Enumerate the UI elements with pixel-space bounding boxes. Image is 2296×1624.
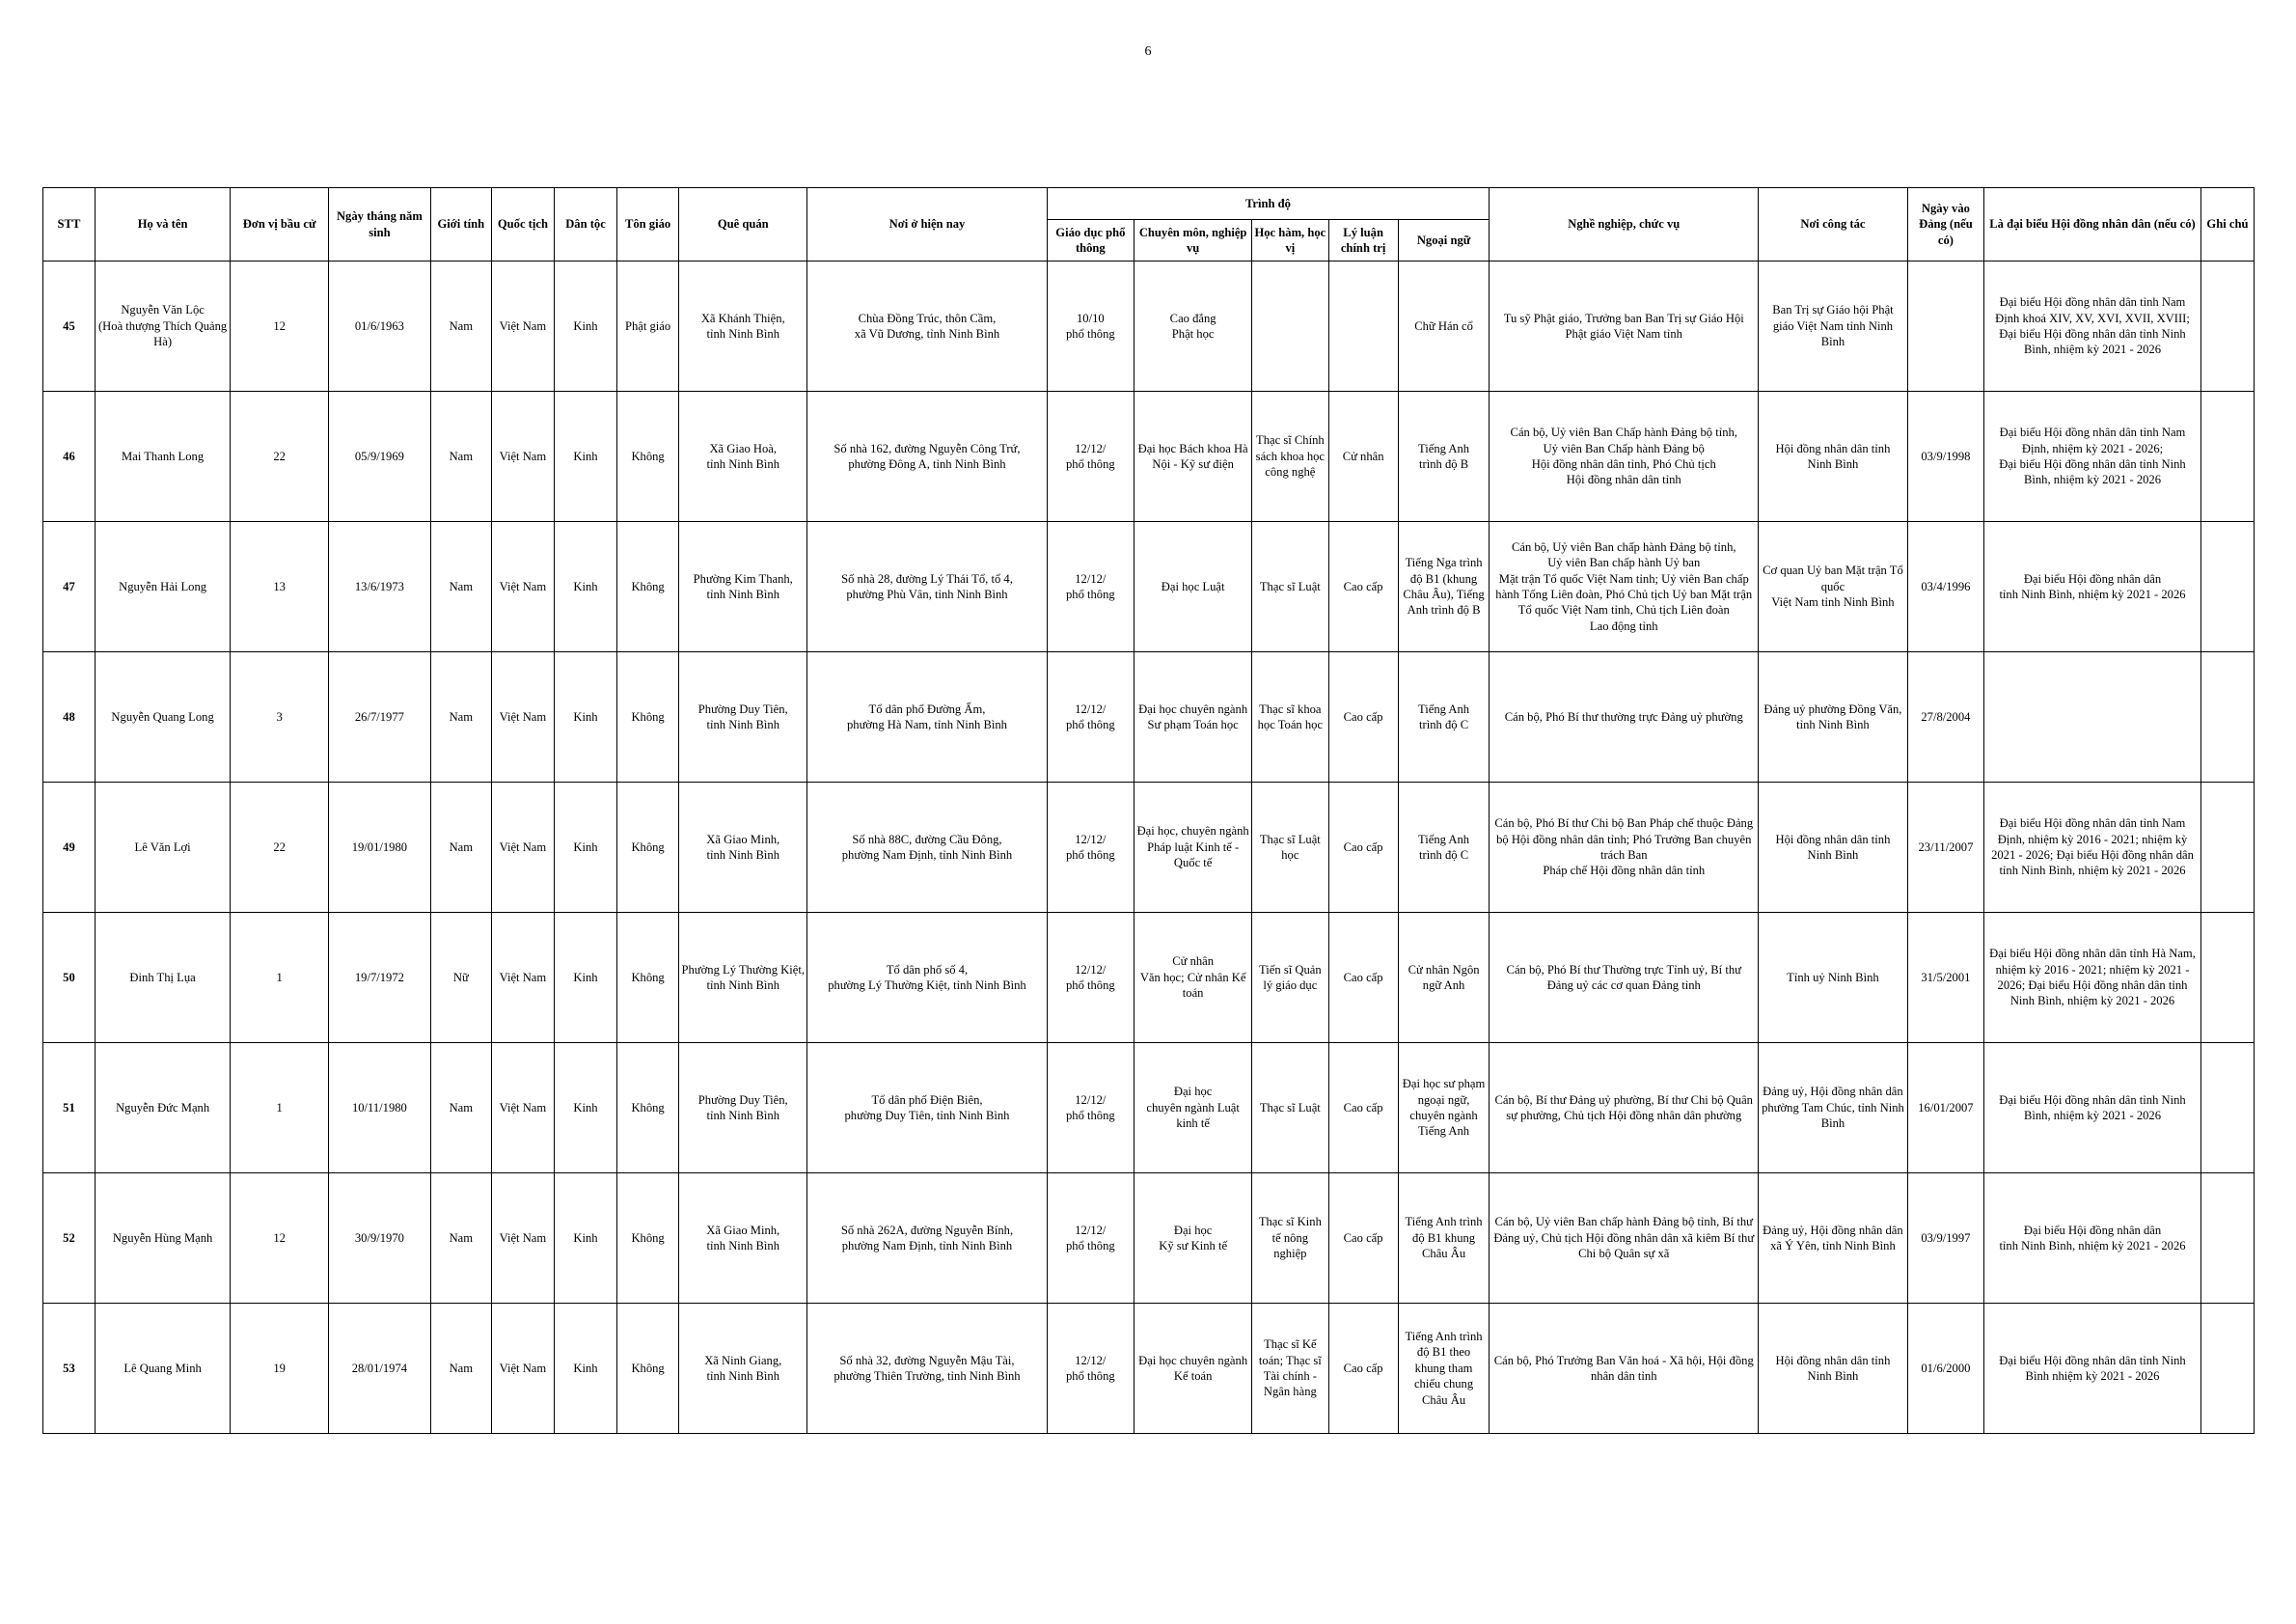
cell-religion: Không — [617, 392, 679, 522]
cell-degree: Thạc sĩ Luật — [1252, 522, 1328, 652]
table-header — [43, 188, 2255, 261]
cell-nationality: Việt Nam — [491, 522, 554, 652]
cell-ethnicity: Kinh — [554, 1304, 616, 1434]
cell-residence: Tổ dân phố Điện Biên, phường Duy Tiên, tỉnh Ninh Bình — [807, 1043, 1047, 1173]
cell-residence: Số nhà 162, đường Nguyễn Công Trứ, phường Đông A, tỉnh Ninh Bình — [807, 392, 1047, 522]
cell-stt: 45 — [43, 261, 96, 392]
cell-degree: Tiến sĩ Quản lý giáo dục — [1252, 913, 1328, 1043]
cell-general-edu: 12/12/ phổ thông — [1047, 1043, 1134, 1173]
cell-degree — [1252, 261, 1328, 392]
cell-general-edu: 10/10 phổ thông — [1047, 261, 1134, 392]
cell-name: Nguyễn Hải Long — [95, 522, 230, 652]
cell-name: Lê Văn Lợi — [95, 783, 230, 913]
cell-delegate: Đại biểu Hội đồng nhân dân tỉnh Ninh Bình, nhiệm kỳ 2021 - 2026 — [1984, 522, 2201, 652]
cell-party-date: 03/4/1996 — [1907, 522, 1983, 652]
cell-religion: Không — [617, 913, 679, 1043]
cell-party-date: 16/01/2007 — [1907, 1043, 1983, 1173]
cell-occupation: Cán bộ, Phó Bí thư Thường trực Tỉnh uỷ, Bí thư Đảng uỷ các cơ quan Đảng tỉnh — [1490, 913, 1759, 1043]
cell-ethnicity: Kinh — [554, 522, 616, 652]
cell-hometown: Xã Giao Minh, tỉnh Ninh Bình — [679, 783, 807, 913]
header-occupation: Nghề nghiệp, chức vụ — [1490, 188, 1759, 261]
cell-gender: Nam — [430, 1173, 491, 1304]
cell-residence: Số nhà 32, đường Nguyễn Mậu Tài, phường Thiên Trường, tỉnh Ninh Bình — [807, 1304, 1047, 1434]
cell-delegate: Đại biểu Hội đồng nhân dân tỉnh Hà Nam, nhiệm kỳ 2016 - 2021; nhiệm kỳ 2021 - 2026; Đại biểu Hội đồng nhân dân tỉnh Ninh Bình, nhiệm kỳ 2021 - 2026 — [1984, 913, 2201, 1043]
cell-workplace: Đảng uỷ, Hội đồng nhân dân phường Tam Chúc, tỉnh Ninh Bình — [1759, 1043, 1908, 1173]
cell-political: Cao cấp — [1328, 1043, 1398, 1173]
cell-religion: Không — [617, 783, 679, 913]
cell-political: Cao cấp — [1328, 913, 1398, 1043]
table-row — [43, 783, 2255, 913]
cell-name: Mai Thanh Long — [95, 392, 230, 522]
cell-hometown: Xã Giao Minh, tỉnh Ninh Bình — [679, 1173, 807, 1304]
cell-professional: Đại học Luật — [1134, 522, 1252, 652]
header-party-date: Ngày vào Đảng (nếu có) — [1907, 188, 1983, 261]
header-note: Ghi chú — [2200, 188, 2254, 261]
cell-dob: 01/6/1963 — [329, 261, 431, 392]
header-language: Ngoại ngữ — [1398, 220, 1490, 261]
page-number: 6 — [1144, 44, 1152, 59]
cell-dob: 05/9/1969 — [329, 392, 431, 522]
cell-dob: 30/9/1970 — [329, 1173, 431, 1304]
cell-language: Tiếng Anh trình độ B1 khung Châu Âu — [1398, 1173, 1490, 1304]
cell-nationality: Việt Nam — [491, 783, 554, 913]
cell-delegate: Đại biểu Hội đồng nhân dân tỉnh Ninh Bình, nhiệm kỳ 2021 - 2026 — [1984, 1043, 2201, 1173]
cell-name: Nguyễn Quang Long — [95, 652, 230, 783]
cell-degree: Thạc sĩ Luật học — [1252, 783, 1328, 913]
cell-hometown: Phường Kim Thanh, tỉnh Ninh Bình — [679, 522, 807, 652]
header-delegate: Là đại biểu Hội đồng nhân dân (nếu có) — [1984, 188, 2201, 261]
cell-degree: Thạc sĩ Kế toán; Thạc sĩ Tài chính - Ngân hàng — [1252, 1304, 1328, 1434]
cell-note — [2200, 652, 2254, 783]
cell-residence: Tổ dân phố Đường Ấm, phường Hà Nam, tỉnh Ninh Bình — [807, 652, 1047, 783]
cell-degree: Thạc sĩ Kinh tế nông nghiệp — [1252, 1173, 1328, 1304]
cell-language: Cử nhân Ngôn ngữ Anh — [1398, 913, 1490, 1043]
cell-unit: 22 — [231, 783, 329, 913]
cell-hometown: Phường Duy Tiên, tỉnh Ninh Bình — [679, 652, 807, 783]
cell-nationality: Việt Nam — [491, 913, 554, 1043]
cell-party-date: 01/6/2000 — [1907, 1304, 1983, 1434]
cell-unit: 1 — [231, 1043, 329, 1173]
header-political: Lý luận chính trị — [1328, 220, 1398, 261]
cell-stt: 48 — [43, 652, 96, 783]
cell-delegate: Đại biểu Hội đồng nhân dân tỉnh Ninh Bình nhiệm kỳ 2021 - 2026 — [1984, 1304, 2201, 1434]
table-row — [43, 1304, 2255, 1434]
table-row — [43, 392, 2255, 522]
cell-professional: Cao đẳng Phật học — [1134, 261, 1252, 392]
cell-name: Lê Quang Minh — [95, 1304, 230, 1434]
cell-professional: Đại học Kỹ sư Kinh tế — [1134, 1173, 1252, 1304]
cell-residence: Số nhà 88C, đường Cầu Đông, phường Nam Định, tỉnh Ninh Bình — [807, 783, 1047, 913]
header-general-edu: Giáo dục phổ thông — [1047, 220, 1134, 261]
cell-political: Cao cấp — [1328, 652, 1398, 783]
cell-professional: Đại học Bách khoa Hà Nội - Kỹ sư điện — [1134, 392, 1252, 522]
cell-hometown: Xã Ninh Giang, tỉnh Ninh Bình — [679, 1304, 807, 1434]
cell-occupation: Cán bộ, Uỷ viên Ban Chấp hành Đảng bộ tỉnh, Uỷ viên Ban Chấp hành Đảng bộ Hội đồng nhân dân tỉnh, Phó Chủ tịch Hội đồng nhân dân tỉnh — [1490, 392, 1759, 522]
cell-general-edu: 12/12/ phổ thông — [1047, 1173, 1134, 1304]
cell-workplace: Ban Trị sự Giáo hội Phật giáo Việt Nam tỉnh Ninh Bình — [1759, 261, 1908, 392]
header-residence: Nơi ở hiện nay — [807, 188, 1047, 261]
cell-gender: Nam — [430, 783, 491, 913]
cell-stt: 46 — [43, 392, 96, 522]
cell-language: Tiếng Anh trình độ C — [1398, 783, 1490, 913]
cell-stt: 49 — [43, 783, 96, 913]
cell-note — [2200, 1173, 2254, 1304]
cell-ethnicity: Kinh — [554, 652, 616, 783]
cell-occupation: Cán bộ, Phó Trưởng Ban Văn hoá - Xã hội, Hội đồng nhân dân tỉnh — [1490, 1304, 1759, 1434]
header-workplace: Nơi công tác — [1759, 188, 1908, 261]
table-row — [43, 1043, 2255, 1173]
cell-unit: 22 — [231, 392, 329, 522]
cell-party-date: 27/8/2004 — [1907, 652, 1983, 783]
cell-note — [2200, 1043, 2254, 1173]
cell-language: Tiếng Anh trình độ B1 theo khung tham chiếu chung Châu Âu — [1398, 1304, 1490, 1434]
cell-dob: 13/6/1973 — [329, 522, 431, 652]
cell-note — [2200, 522, 2254, 652]
table-row — [43, 652, 2255, 783]
cell-political — [1328, 261, 1398, 392]
cell-ethnicity: Kinh — [554, 261, 616, 392]
header-unit: Đơn vị bầu cử — [231, 188, 329, 261]
cell-stt: 51 — [43, 1043, 96, 1173]
cell-ethnicity: Kinh — [554, 913, 616, 1043]
cell-delegate: Đại biểu Hội đồng nhân dân tỉnh Nam Định, nhiệm kỳ 2016 - 2021; nhiệm kỳ 2021 - 2026; Đại biểu Hội đồng nhân dân tỉnh Ninh Bình, nhiệm kỳ 2021 - 2026 — [1984, 783, 2201, 913]
cell-professional: Cử nhân Văn học; Cử nhân Kế toán — [1134, 913, 1252, 1043]
cell-nationality: Việt Nam — [491, 392, 554, 522]
cell-dob: 28/01/1974 — [329, 1304, 431, 1434]
cell-dob: 10/11/1980 — [329, 1043, 431, 1173]
cell-political: Cao cấp — [1328, 1173, 1398, 1304]
cell-gender: Nam — [430, 1304, 491, 1434]
cell-religion: Không — [617, 1173, 679, 1304]
cell-note — [2200, 261, 2254, 392]
cell-occupation: Cán bộ, Uỷ viên Ban chấp hành Đảng bộ tỉnh, Bí thư Đảng uỷ, Chủ tịch Hội đồng nhân dân xã kiêm Bí thư Chi bộ Quân sự xã — [1490, 1173, 1759, 1304]
cell-workplace: Cơ quan Uỷ ban Mặt trận Tổ quốc Việt Nam tỉnh Ninh Bình — [1759, 522, 1908, 652]
cell-dob: 26/7/1977 — [329, 652, 431, 783]
cell-workplace: Hội đồng nhân dân tỉnh Ninh Bình — [1759, 1304, 1908, 1434]
cell-unit: 12 — [231, 1173, 329, 1304]
cell-hometown: Xã Khánh Thiện, tỉnh Ninh Bình — [679, 261, 807, 392]
cell-degree: Thạc sĩ Luật — [1252, 1043, 1328, 1173]
cell-occupation: Cán bộ, Phó Bí thư Chi bộ Ban Pháp chế thuộc Đảng bộ Hội đồng nhân dân tỉnh; Phó Trưởng Ban chuyên trách Ban Pháp chế Hội đồng nhân dân tỉnh — [1490, 783, 1759, 913]
cell-name: Nguyễn Văn Lộc (Hoà thượng Thích Quảng Hà) — [95, 261, 230, 392]
cell-professional: Đại học chuyên ngành Sư phạm Toán học — [1134, 652, 1252, 783]
cell-hometown: Phường Duy Tiên, tỉnh Ninh Bình — [679, 1043, 807, 1173]
header-religion: Tôn giáo — [617, 188, 679, 261]
header-education-group: Trình độ — [1047, 188, 1490, 220]
cell-delegate: Đại biểu Hội đồng nhân dân tỉnh Ninh Bình, nhiệm kỳ 2021 - 2026 — [1984, 1173, 2201, 1304]
cell-dob: 19/01/1980 — [329, 783, 431, 913]
cell-religion: Không — [617, 1304, 679, 1434]
cell-unit: 13 — [231, 522, 329, 652]
cell-degree: Thạc sĩ khoa học Toán học — [1252, 652, 1328, 783]
cell-hometown: Phường Lý Thường Kiệt, tỉnh Ninh Bình — [679, 913, 807, 1043]
cell-religion: Không — [617, 522, 679, 652]
table-row — [43, 522, 2255, 652]
cell-general-edu: 12/12/ phổ thông — [1047, 392, 1134, 522]
cell-party-date: 31/5/2001 — [1907, 913, 1983, 1043]
table-row — [43, 1173, 2255, 1304]
cell-residence: Số nhà 262A, đường Nguyễn Bính, phường Nam Định, tỉnh Ninh Bình — [807, 1173, 1047, 1304]
cell-note — [2200, 392, 2254, 522]
cell-gender: Nam — [430, 392, 491, 522]
cell-name: Đinh Thị Lụa — [95, 913, 230, 1043]
cell-ethnicity: Kinh — [554, 1173, 616, 1304]
cell-occupation: Cán bộ, Uỷ viên Ban chấp hành Đảng bộ tỉnh, Uỷ viên Ban chấp hành Uỷ ban Mặt trận Tổ quốc Việt Nam tỉnh; Uỷ viên Ban chấp hành Tổng Liên đoàn, Phó Chủ tịch Uỷ ban Mặt trận Tổ quốc Việt Nam tỉnh, Chủ tịch Liên đoàn Lao động tỉnh — [1490, 522, 1759, 652]
cell-gender: Nam — [430, 261, 491, 392]
cell-delegate: Đại biểu Hội đồng nhân dân tỉnh Nam Định khoá XIV, XV, XVI, XVII, XVIII; Đại biểu Hội đồng nhân dân tỉnh Ninh Bình, nhiệm kỳ 2021 - 2026 — [1984, 261, 2201, 392]
cell-workplace: Đảng uỷ, Hội đồng nhân dân xã Ý Yên, tỉnh Ninh Bình — [1759, 1173, 1908, 1304]
cell-dob: 19/7/1972 — [329, 913, 431, 1043]
header-ethnicity: Dân tộc — [554, 188, 616, 261]
cell-party-date: 23/11/2007 — [1907, 783, 1983, 913]
cell-delegate: Đại biểu Hội đồng nhân dân tỉnh Nam Định, nhiệm kỳ 2021 - 2026; Đại biểu Hội đồng nhân dân tỉnh Ninh Bình, nhiệm kỳ 2021 - 2026 — [1984, 392, 2201, 522]
cell-political: Cao cấp — [1328, 783, 1398, 913]
cell-gender: Nữ — [430, 913, 491, 1043]
header-hometown: Quê quán — [679, 188, 807, 261]
cell-occupation: Cán bộ, Phó Bí thư thường trực Đảng uỷ phường — [1490, 652, 1759, 783]
cell-name: Nguyễn Đức Mạnh — [95, 1043, 230, 1173]
cell-general-edu: 12/12/ phổ thông — [1047, 652, 1134, 783]
table-body — [43, 261, 2255, 1434]
cell-unit: 12 — [231, 261, 329, 392]
header-name: Họ và tên — [95, 188, 230, 261]
cell-workplace: Tỉnh uỷ Ninh Bình — [1759, 913, 1908, 1043]
cell-language: Tiếng Nga trình độ B1 (khung Châu Âu), Tiếng Anh trình độ B — [1398, 522, 1490, 652]
table-row — [43, 913, 2255, 1043]
cell-nationality: Việt Nam — [491, 1304, 554, 1434]
cell-language: Đại học sư phạm ngoại ngữ, chuyên ngành Tiếng Anh — [1398, 1043, 1490, 1173]
cell-religion: Không — [617, 652, 679, 783]
cell-residence: Chùa Đồng Trúc, thôn Cầm, xã Vũ Dương, tỉnh Ninh Bình — [807, 261, 1047, 392]
cell-residence: Số nhà 28, đường Lý Thái Tổ, tổ 4, phường Phù Vân, tỉnh Ninh Bình — [807, 522, 1047, 652]
cell-note — [2200, 913, 2254, 1043]
cell-unit: 3 — [231, 652, 329, 783]
header-stt: STT — [43, 188, 96, 261]
cell-unit: 1 — [231, 913, 329, 1043]
cell-political: Cao cấp — [1328, 1304, 1398, 1434]
cell-workplace: Đảng uỷ phường Đồng Văn, tỉnh Ninh Bình — [1759, 652, 1908, 783]
cell-ethnicity: Kinh — [554, 783, 616, 913]
cell-religion: Không — [617, 1043, 679, 1173]
cell-general-edu: 12/12/ phổ thông — [1047, 913, 1134, 1043]
cell-professional: Đại học chuyên ngành Luật kinh tế — [1134, 1043, 1252, 1173]
cell-nationality: Việt Nam — [491, 1043, 554, 1173]
cell-general-edu: 12/12/ phổ thông — [1047, 783, 1134, 913]
cell-religion: Phật giáo — [617, 261, 679, 392]
cell-hometown: Xã Giao Hoà, tỉnh Ninh Bình — [679, 392, 807, 522]
cell-nationality: Việt Nam — [491, 652, 554, 783]
cell-nationality: Việt Nam — [491, 261, 554, 392]
cell-ethnicity: Kinh — [554, 1043, 616, 1173]
cell-language: Chữ Hán cổ — [1398, 261, 1490, 392]
cell-degree: Thạc sĩ Chính sách khoa học công nghệ — [1252, 392, 1328, 522]
cell-workplace: Hội đồng nhân dân tỉnh Ninh Bình — [1759, 783, 1908, 913]
cell-occupation: Tu sỹ Phật giáo, Trưởng ban Ban Trị sự Giáo Hội Phật giáo Việt Nam tỉnh — [1490, 261, 1759, 392]
cell-stt: 47 — [43, 522, 96, 652]
cell-ethnicity: Kinh — [554, 392, 616, 522]
cell-stt: 50 — [43, 913, 96, 1043]
header-professional: Chuyên môn, nghiệp vụ — [1134, 220, 1252, 261]
cell-general-edu: 12/12/ phổ thông — [1047, 522, 1134, 652]
cell-residence: Tổ dân phố số 4, phường Lý Thường Kiệt, tỉnh Ninh Bình — [807, 913, 1047, 1043]
header-gender: Giới tính — [430, 188, 491, 261]
cell-political: Cao cấp — [1328, 522, 1398, 652]
cell-party-date — [1907, 261, 1983, 392]
cell-party-date: 03/9/1998 — [1907, 392, 1983, 522]
cell-political: Cử nhân — [1328, 392, 1398, 522]
cell-stt: 53 — [43, 1304, 96, 1434]
cell-language: Tiếng Anh trình độ B — [1398, 392, 1490, 522]
cell-note — [2200, 1304, 2254, 1434]
cell-professional: Đại học, chuyên ngành Pháp luật Kinh tế - Quốc tế — [1134, 783, 1252, 913]
header-dob: Ngày tháng năm sinh — [329, 188, 431, 261]
cell-gender: Nam — [430, 1043, 491, 1173]
cell-delegate — [1984, 652, 2201, 783]
cell-unit: 19 — [231, 1304, 329, 1434]
header-nationality: Quốc tịch — [491, 188, 554, 261]
cell-gender: Nam — [430, 652, 491, 783]
cell-professional: Đại học chuyên ngành Kế toán — [1134, 1304, 1252, 1434]
cell-nationality: Việt Nam — [491, 1173, 554, 1304]
cell-gender: Nam — [430, 522, 491, 652]
cell-general-edu: 12/12/ phổ thông — [1047, 1304, 1134, 1434]
cell-party-date: 03/9/1997 — [1907, 1173, 1983, 1304]
cell-occupation: Cán bộ, Bí thư Đảng uỷ phường, Bí thư Chi bộ Quân sự phường, Chủ tịch Hội đồng nhân dân phường — [1490, 1043, 1759, 1173]
cell-stt: 52 — [43, 1173, 96, 1304]
table-row — [43, 261, 2255, 392]
cell-note — [2200, 783, 2254, 913]
cell-name: Nguyễn Hùng Mạnh — [95, 1173, 230, 1304]
header-degree: Học hàm, học vị — [1252, 220, 1328, 261]
cell-workplace: Hội đồng nhân dân tỉnh Ninh Bình — [1759, 392, 1908, 522]
candidate-table — [42, 187, 2255, 1434]
cell-language: Tiếng Anh trình độ C — [1398, 652, 1490, 783]
